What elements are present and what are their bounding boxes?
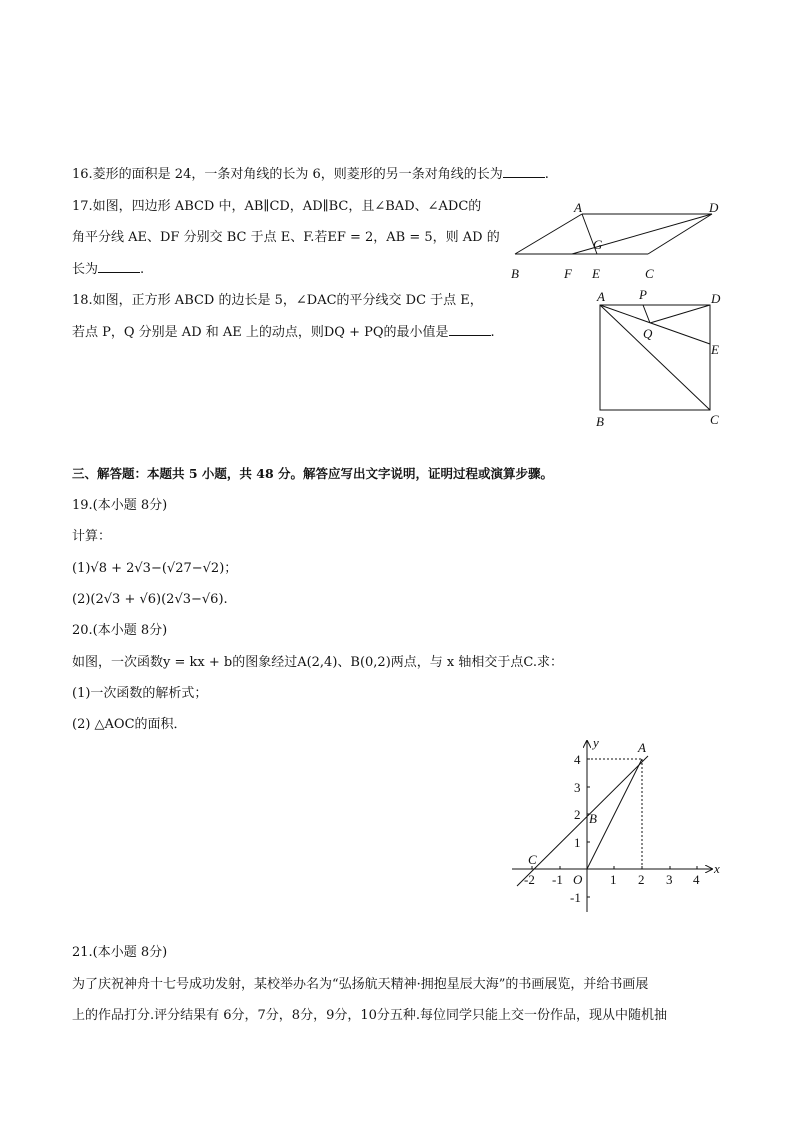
q20-y-tick-label: 4 (574, 752, 581, 767)
q17-label-e: E (592, 266, 600, 281)
q20-line1: 如图，一次函数y = kx + b的图象经过A(2,4)、B(0,2)两点，与 x 轴相交于点C.求： (72, 655, 563, 670)
q18-label-q: Q (643, 326, 653, 341)
q17-label-c: C (645, 266, 654, 281)
q19-part2: (2)(2√3 + √6)(2√3−√6). (72, 592, 228, 607)
q20-origin-label: O (573, 872, 583, 887)
q18-line2-text: 若点 P，Q 分别是 AD 和 AE 上的动点，则DQ + PQ的最小值是 (72, 325, 449, 340)
q20-x-tick-label: 4 (693, 872, 700, 887)
q20-point-b-label: B (589, 811, 597, 826)
q20-point-a-label: A (638, 740, 646, 755)
q19-intro: 计算： (72, 529, 112, 544)
q17-label-g: G (593, 237, 603, 252)
q20-point-c-label: C (528, 852, 537, 867)
q17-line1: 17.如图，四边形 ABCD 中，AB∥CD，AD∥BC，且∠BAD、∠ADC的 (72, 199, 482, 214)
q20-y-tick-label: 3 (574, 780, 581, 795)
q17-label-d: D (709, 200, 719, 215)
q20-header: 20.(本小题 8分) (72, 623, 168, 638)
q19-part1: (1)√8 + 2√3−(√27−√2)； (72, 561, 238, 576)
q16-stem: 16.菱形的面积是 24，一条对角线的长为 6，则菱形的另一条对角线的长为 (72, 167, 503, 182)
q21-header: 21.(本小题 8分) (72, 945, 168, 960)
q18-line1: 18.如图，正方形 ABCD 的边长是 5，∠DAC的平分线交 DC 于点 E， (72, 293, 483, 308)
q20-x-tick-label: 2 (638, 872, 645, 887)
q20-x-tick-label: -1 (552, 872, 563, 887)
q17-label-a: A (574, 200, 582, 215)
q21-line2: 上的作品打分.评分结果有 6分，7分，8分，9分，10分五种.每位同学只能上交一份作品，现从中随机抽 (72, 1008, 668, 1023)
q18-label-b: B (596, 414, 604, 429)
q18-label-c: C (710, 412, 719, 427)
q18-label-d: D (711, 291, 721, 306)
q20-x-tick-label: 1 (610, 872, 617, 887)
q17-line3-text: 长为 (72, 262, 99, 277)
q17-label-f: F (564, 266, 572, 281)
q17-line2: 角平分线 AE、DF 分别交 BC 于点 E、F.若EF = 2，AB = 5，则 AD 的 (72, 230, 500, 245)
q20-y-tick-label: 2 (574, 807, 581, 822)
q18-label-a: A (597, 289, 605, 304)
q20-part2: (2) △AOC的面积． (72, 717, 187, 732)
q20-x-tick-label: 3 (666, 872, 673, 887)
q20-axis-y-label: y (593, 735, 599, 750)
section3-title: 三、解答题：本题共 5 小题，共 48 分。解答应写出文字说明，证明过程或演算步骤。 (72, 466, 554, 481)
q20-axis-x-label: x (714, 861, 720, 876)
q20-x-tick-label: -2 (524, 872, 535, 887)
q17-end: . (140, 262, 145, 277)
q18-end: . (490, 325, 495, 340)
q20-part1: (1)一次函数的解析式； (72, 686, 208, 701)
q18-label-e: E (711, 342, 719, 357)
q21-line1: 为了庆祝神舟十七号成功发射，某校举办名为“弘扬航天精神·拥抱星辰大海”的书画展览，并给书画展 (72, 977, 649, 992)
q16-end: . (544, 167, 549, 182)
q18-label-p: P (639, 287, 647, 302)
q19-header: 19.(本小题 8分) (72, 498, 168, 513)
q17-label-b: B (511, 266, 519, 281)
q20-y-tick-label: -1 (570, 890, 581, 905)
q20-y-tick-label: 1 (574, 835, 581, 850)
